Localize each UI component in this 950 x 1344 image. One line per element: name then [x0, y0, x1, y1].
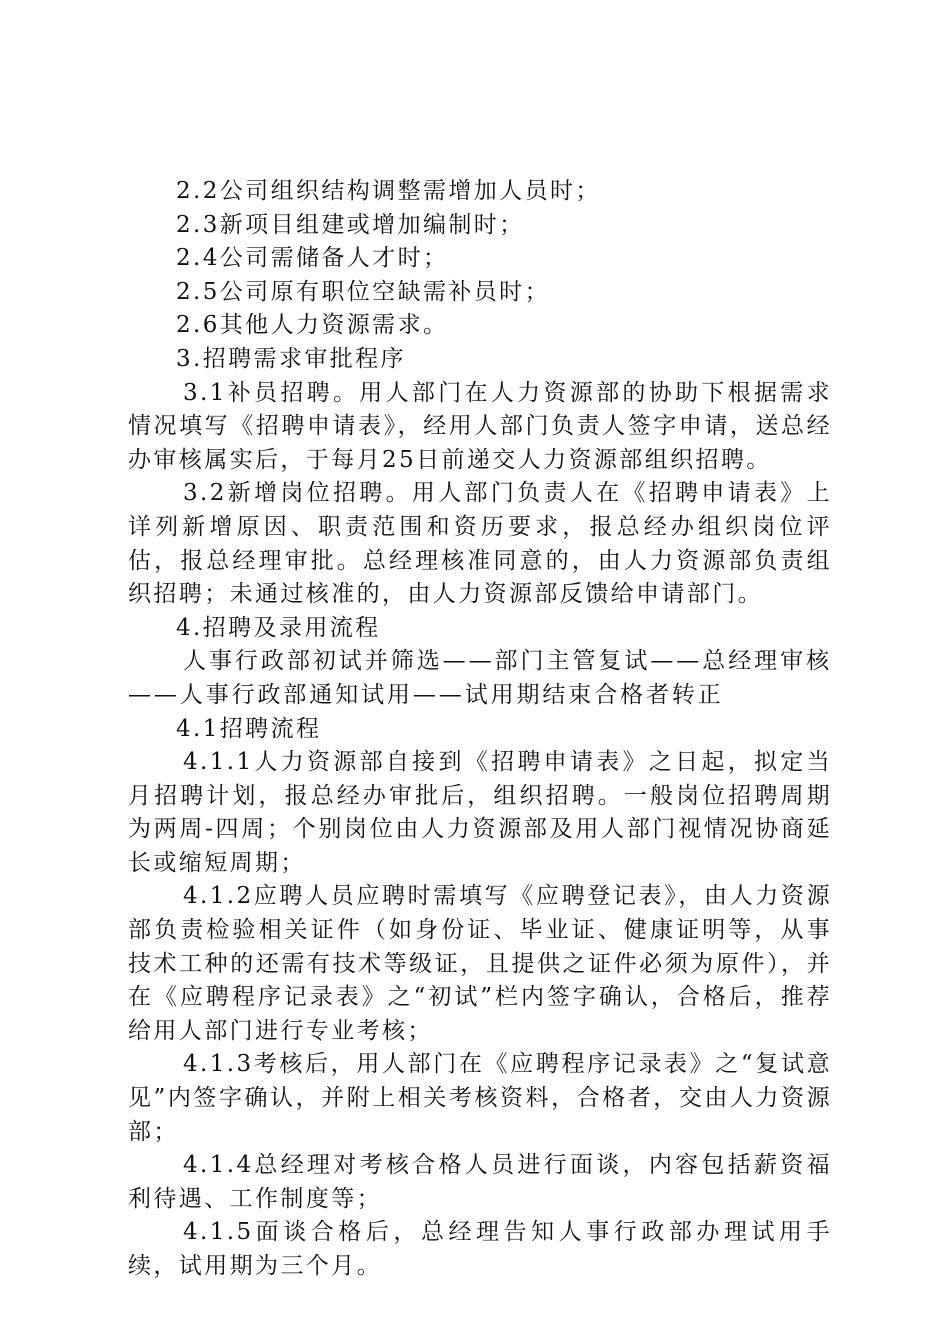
paragraph-4-1-4: 4.1.4总经理对考核合格人员进行面谈，内容包括薪资福利待遇、工作制度等； — [128, 1152, 832, 1212]
paragraph-3-2: 3.2新增岗位招聘。用人部门负责人在《招聘申请表》上详列新增原因、职责范围和资历要求，报总经办组织岗位评估，报总经理审批。总经理核准同意的，由人力资源部负责组织招聘；未通过核准的，由人力资源部反馈给申请部门。 — [128, 480, 832, 608]
paragraph-4-1-5: 4.1.5面谈合格后，总经理告知人事行政部办理试用手续，试用期为三个月。 — [128, 1219, 832, 1279]
paragraph-4-1-1: 4.1.1人力资源部自接到《招聘申请表》之日起，拟定当月招聘计划，报总经办审批后，组织招聘。一般岗位招聘周期为两周-四周；个别岗位由人力资源部及用人部门视情况协商延长或缩短周期； — [128, 749, 832, 876]
flow-paragraph: 人事行政部初试并筛选——部门主管复试——总经理审核——人事行政部通知试用——试用期结束合格者转正 — [128, 648, 832, 708]
item-2-5: 2.5公司原有职位空缺需补员时； — [176, 278, 550, 305]
paragraph-4-1-2: 4.1.2应聘人员应聘时需填写《应聘登记表》，由人力资源部负责检验相关证件（如身份证、毕业证、健康证明等，从事技术工种的还需有技术等级证，且提供之证件必须为原件），并在《应聘程序记录表》之“初试”栏内签字确认，合格后，推荐给用人部门进行专业考核； — [128, 883, 832, 1044]
paragraph-3-1: 3.1补员招聘。用人部门在人力资源部的协助下根据需求情况填写《招聘申请表》，经用人部门负责人签字申请，送总经办审核属实后，于每月25日前递交人力资源部组织招聘。 — [128, 379, 832, 473]
item-2-6: 2.6其他人力资源需求。 — [176, 312, 449, 339]
paragraph-4-1-3: 4.1.3考核后，用人部门在《应聘程序记录表》之“复试意见”内签字确认，并附上相关考核资料，合格者，交由人力资源部； — [128, 1051, 832, 1145]
item-2-4: 2.4公司需储备人才时； — [176, 245, 449, 272]
section-3-heading: 3.招聘需求审批程序 — [176, 345, 406, 372]
section-4-1-heading: 4.1招聘流程 — [176, 715, 322, 742]
document-body — [128, 175, 832, 1284]
item-2-2: 2.2公司组织结构调整需增加人员时； — [176, 178, 601, 204]
item-2-3: 2.3新项目组建或增加编制时； — [176, 211, 525, 238]
section-4-heading: 4.招聘及录用流程 — [176, 614, 381, 641]
